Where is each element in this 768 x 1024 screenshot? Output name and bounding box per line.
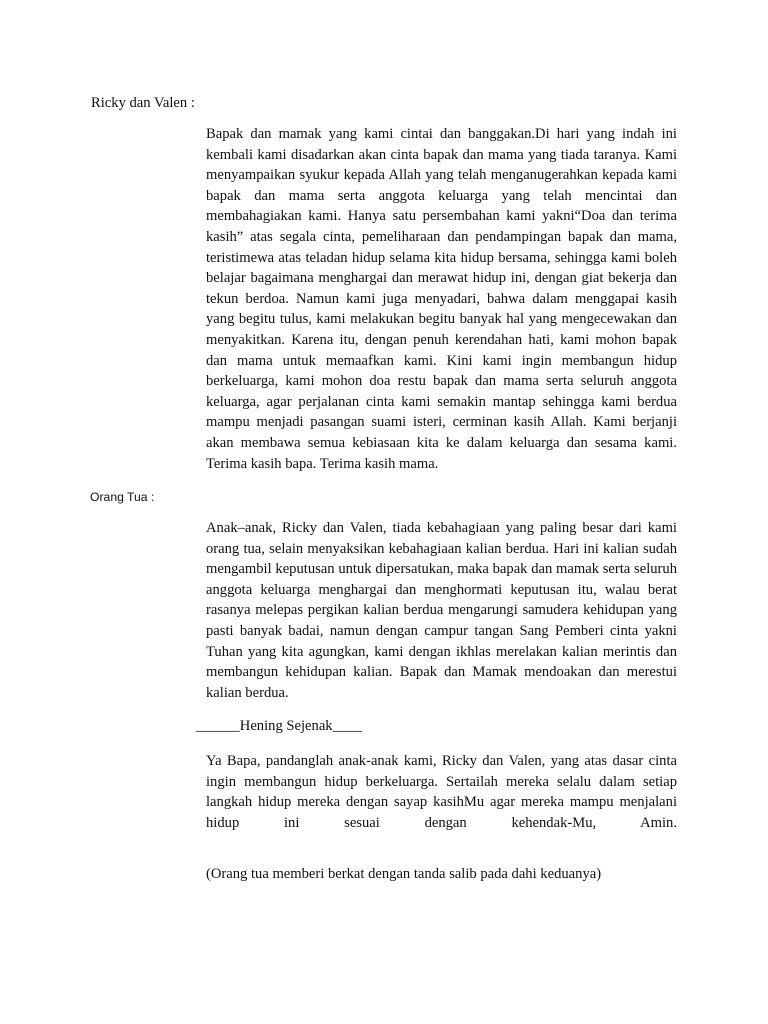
couple-speech-paragraph: Bapak dan mamak yang kami cintai dan banggakan.Di hari yang indah ini kembali kami disadarkan akan cinta bapak dan mama yang tiada taranya. Kami menyampaikan syukur kepada Allah yang telah menganugerahkan kepada kami bapak dan mama serta anggota keluarga yang telah mencintai dan membahagiakan kami. Hanya satu persembahan kami yakni“Doa dan terima kasih” atas segala cinta, pemeliharaan dan pendampingan bapak dan mama, teristimewa atas teladan hidup selama kita hidup bersama, sehingga kami boleh belajar bagaimana menghargai dan merawat hidup ini, dengan giat bekerja dan tekun berdoa. Namun kami juga menyadari, bahwa dalam menggapai kasih yang begitu tulus, kami melakukan begitu banyak hal yang mengecewakan dan menyakitkan. Karena itu, dengan penuh kerendahan hati, kami mohon bapak dan mama untuk memaafkan kami. Kini kami ingin membangun hidup berkeluarga, kami mohon doa restu bapak dan mama serta seluruh anggota keluarga, agar perjalanan cinta kami semakin mantap sehingga kami berdua mampu menjadi pasangan suami isteri, cerminan kasih Allah. Kami berjanji akan membawa semua kebiasaan kita ke dalam keluarga dan sesama kami. Terima kasih bapa. Terima kasih mama.: [206, 126, 677, 472]
closing-stage-direction: (Orang tua memberi berkat dengan tanda salib pada dahi keduanya): [206, 866, 602, 882]
parents-speech-paragraph: Anak–anak, Ricky dan Valen, tiada kebahagiaan yang paling besar dari kami orang tua, selain menyaksikan kebahagiaan kalian berdua. Hari ini kalian sudah mengambil keputusan untuk dipersatukan, maka bapak dan mamak serta seluruh anggota keluarga menghargai dan menghormati keputusan itu, walau berat rasanya melepas pergikan kalian berdua mengarungi samudera kehidupan yang pasti banyak badai, namun dengan campur tangan Sang Pemberi cinta yakni Tuhan yang kita agungkan, kami dengan ikhlas merelakan kalian merintis dan membangun kehidupan kalian. Bapak dan Mamak mendoakan dan merestui kalian berdua.: [206, 520, 677, 701]
blessing-prayer-paragraph: Ya Bapa, pandanglah anak-anak kami, Ricky dan Valen, yang atas dasar cinta ingin membangun hidup berkeluarga. Sertailah mereka selalu dalam setiap langkah hidup mereka dengan sayap kasihMu agar mereka mampu menjalani hidup ini sesuai dengan kehendak-Mu, Amin.: [206, 753, 677, 831]
speaker-label-parents: Orang Tua :: [90, 490, 155, 504]
speaker-label-couple: Ricky dan Valen :: [91, 95, 195, 111]
silence-instruction: ______Hening Sejenak____: [196, 718, 362, 734]
